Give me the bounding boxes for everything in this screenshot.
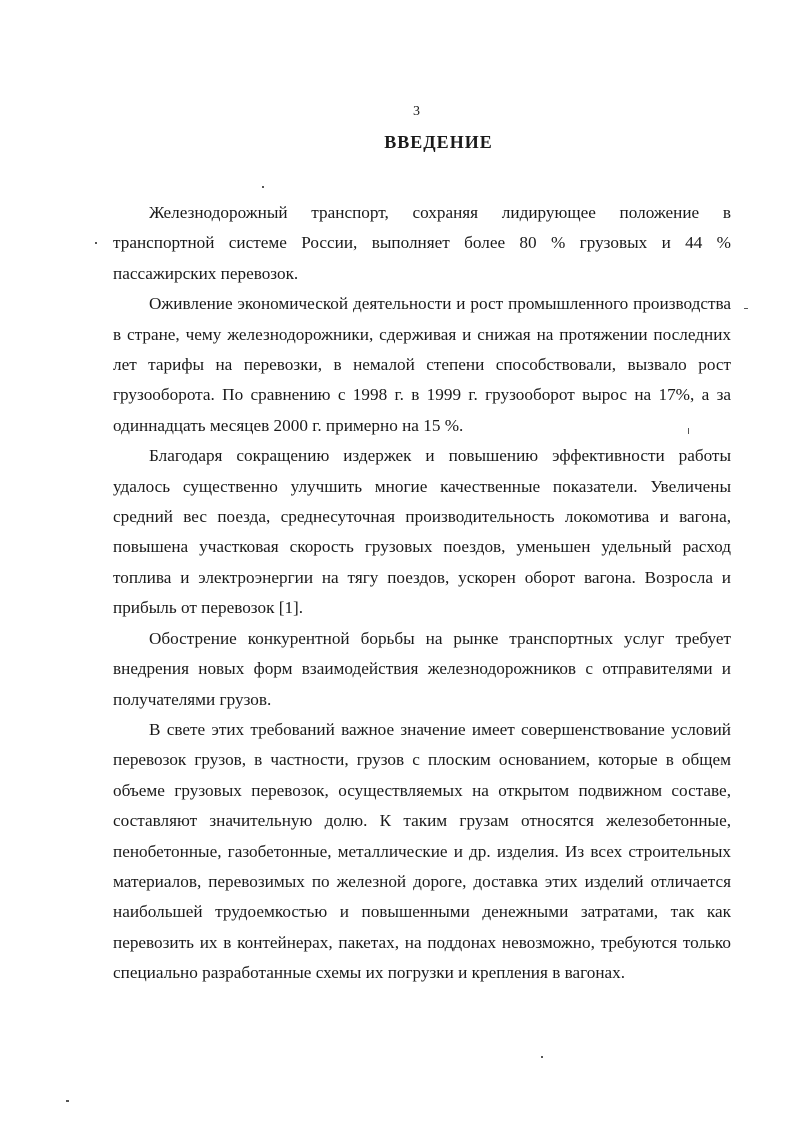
- scan-speck: [95, 242, 97, 244]
- paragraph: Благодаря сокращению издержек и повышению эффективности работы удалось существенно улучшить многие качественные показатели. Увеличены средний вес поезда, среднесуточная производительность локомотива и вагона, повышена участковая скорость грузовых поездов, уменьшен удельный расход топлива и электроэнергии на тягу поездов, ускорен оборот вагона. Возросла и прибыль от перевозок [1].: [113, 446, 731, 618]
- paragraph: В свете этих требований важное значение имеет совершенствование условий перевозок грузов, в частности, грузов с плоским основанием, которые в общем объеме грузовых перевозок, осуществляемых на открытом подвижном составе, составляют значительную долю. К таким грузам относятся железобетонные, пенобетонные, газобетонные, металлические и др. изделия. Из всех строительных материалов, перевозимых по железной дороге, доставка этих изделий отличается наибольшей трудоемкостью и повышенными денежными затратами, так как перевозить их в контейнерах, пакетах, на поддонах невозможно, требуются только специально разработанные схемы их погрузки и крепления в вагонах.: [113, 719, 731, 983]
- paragraph: Обострение конкурентной борьбы на рынке транспортных услуг требует внедрения новых форм взаимодействия железнодорожников с отправителями и получателями грузов.: [113, 628, 731, 709]
- paragraph: Железнодорожный транспорт, сохраняя лидирующее положение в транспортной системе России, выполняет более 80 % грузовых и 44 % пассажирских перевозок.: [113, 203, 731, 283]
- page-number: 3: [413, 104, 420, 119]
- scan-speck: [66, 1100, 69, 1102]
- page-title: ВВЕДЕНИЕ: [384, 132, 493, 152]
- body-text: [113, 198, 731, 989]
- scan-speck: [688, 428, 689, 434]
- scan-speck: [262, 186, 264, 188]
- scan-speck: [541, 1056, 543, 1058]
- paragraph: Оживление экономической деятельности и рост промышленного производства в стране, чему железнодорожники, сдерживая и снижая на протяжении последних лет тарифы на перевозки, в немалой степени способствовали, вызвало рост грузооборота. По сравнению с 1998 г. в 1999 г. грузооборот вырос на 17%, а за одиннадцать месяцев 2000 г. примерно на 15 %.: [113, 294, 731, 435]
- scan-speck: [744, 308, 748, 309]
